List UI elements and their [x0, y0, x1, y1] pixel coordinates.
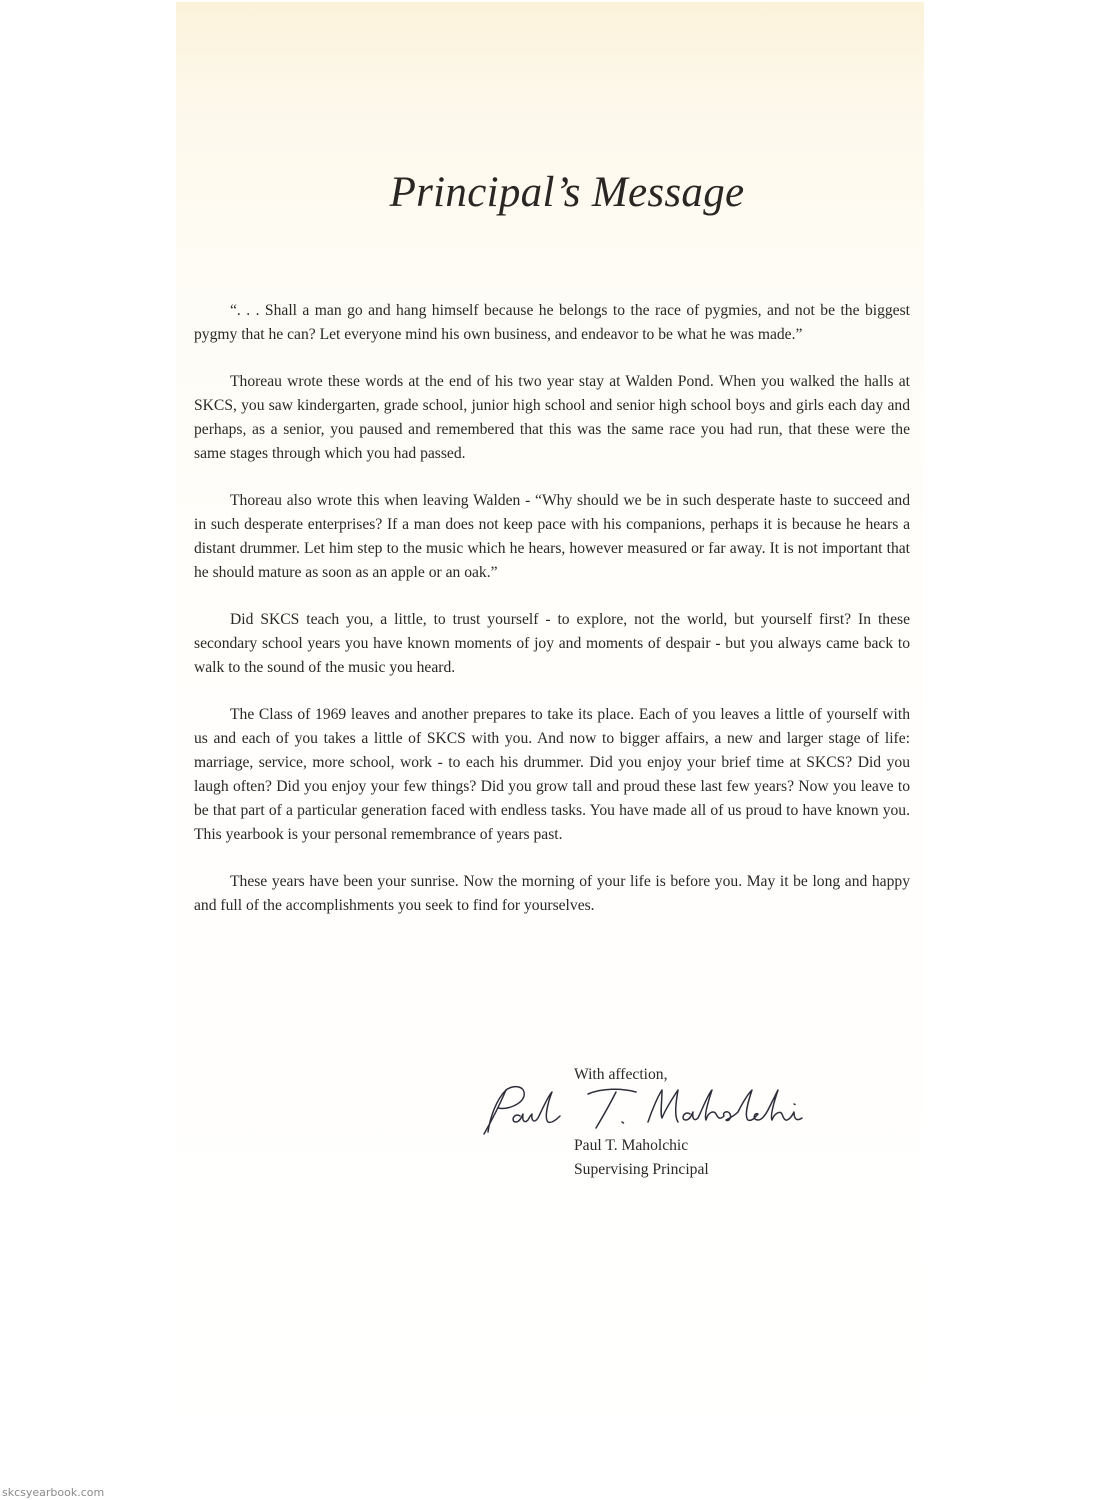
message-body: [194, 299, 910, 941]
handwritten-signature: [476, 1082, 806, 1138]
watermark-text: skcsyearbook.com: [2, 1486, 105, 1499]
message-paragraph: The Class of 1969 leaves and another prepares to take its place. Each of you leaves a little of yourself with us and each of you takes a little of SKCS with you. And now to bigger affairs, a new and larger stage of life: marriage, service, more school, work - to each his drummer. Did you enjoy your brief time at SKCS? Did you laugh often? Did you enjoy your few things? Did you grow tall and proud these last few years? Now you leave to be that part of a particular generation faced with endless tasks. You have made all of us proud to have known you. This yearbook is your personal remembrance of years past.: [194, 706, 910, 843]
message-paragraph: “. . . Shall a man go and hang himself because he belongs to the race of pygmies, and not be the biggest pygmy that he can? Let everyone mind his own business, and endeavor to be what he was made.”: [194, 302, 910, 343]
signer-title: Supervising Principal: [574, 1161, 709, 1178]
signer-block: [574, 1134, 709, 1182]
message-paragraph: Thoreau also wrote this when leaving Walden - “Why should we be in such desperate haste to succeed and in such desperate enterprises? If a man does not keep pace with his companions, perhaps it is because he hears a distant drummer. Let him step to the music which he hears, however measured or far away. It is not important that he should mature as soon as an apple or an oak.”: [194, 492, 910, 581]
signer-name: Paul T. Maholchic: [574, 1137, 689, 1154]
yearbook-page: [176, 2, 924, 1498]
message-paragraph: Thoreau wrote these words at the end of his two year stay at Walden Pond. When you walked the halls at SKCS, you saw kindergarten, grade school, junior high school and senior high school boys and girls each day and perhaps, as a senior, you paused and remembered that this was the same race you had run, that these were the same stages through which you had passed.: [194, 373, 910, 462]
message-paragraph: These years have been your sunrise. Now the morning of your life is before you. May it be long and happy and full of the accomplishments you seek to find for yourselves.: [194, 873, 910, 914]
closing-salutation: With affection,: [574, 1066, 668, 1083]
message-paragraph: Did SKCS teach you, a little, to trust yourself - to explore, not the world, but yourself first? In these secondary school years you have known moments of joy and moments of despair - but you always came back to walk to the sound of the music you heard.: [194, 611, 910, 676]
page-title: Principal’s Message: [389, 169, 745, 216]
